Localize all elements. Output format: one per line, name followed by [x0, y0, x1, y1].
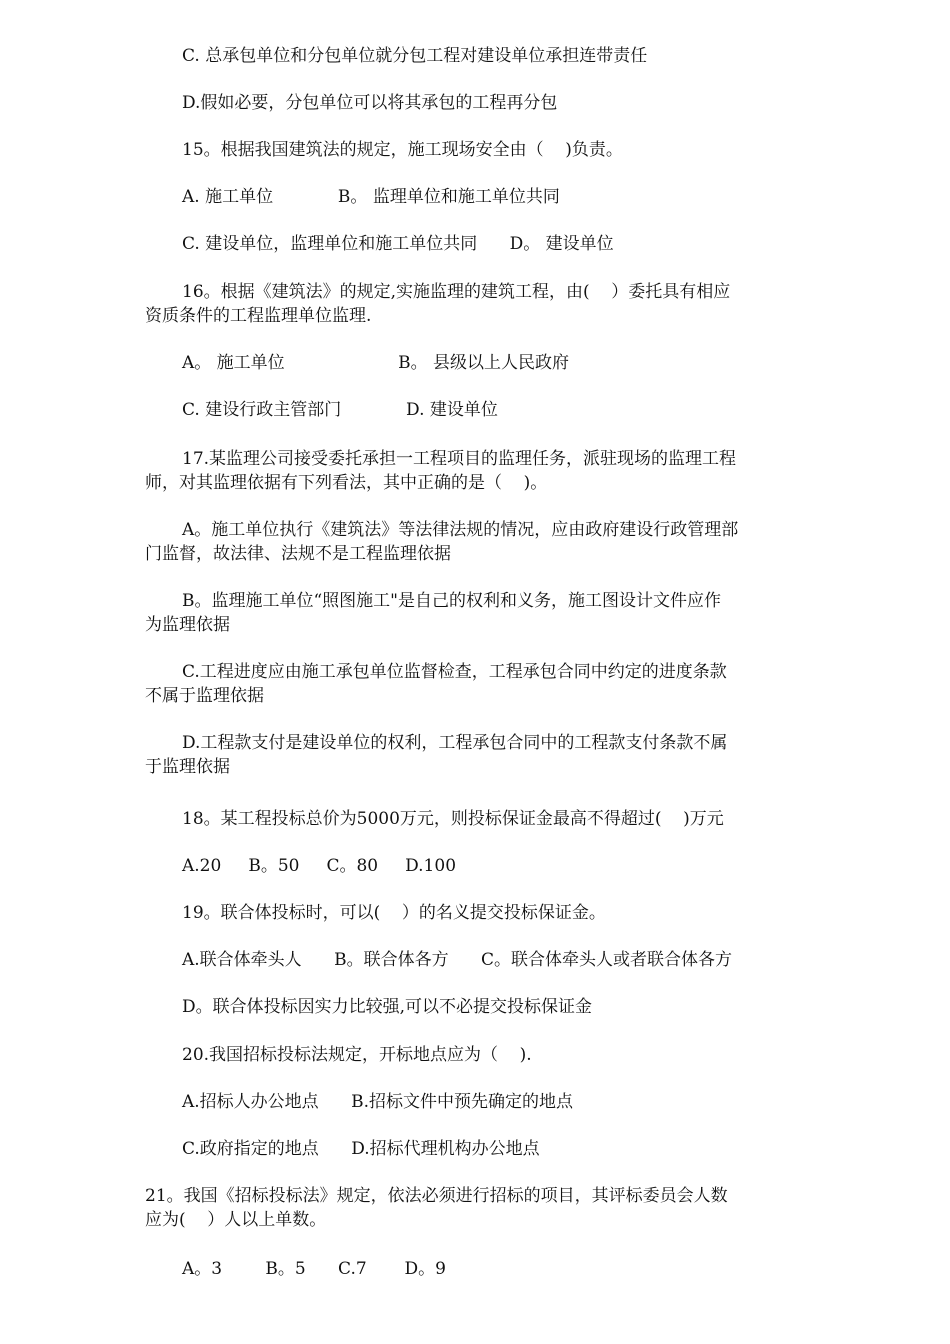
- q18-stem: 18。某工程投标总价为5000万元，则投标保证金最高不得超过( )万元: [182, 809, 724, 829]
- q20-stem: 20.我国招标投标法规定，开标地点应为（ ).: [182, 1045, 532, 1065]
- q17-option-b-line1: B。监理施工单位“照图施工"是自己的权利和义务，施工图设计文件应作: [182, 591, 722, 611]
- q17-option-d-line2: 于监理依据: [145, 757, 230, 777]
- q17-option-a-line1: A。施工单位执行《建筑法》等法律法规的情况，应由政府建设行政管理部: [182, 520, 739, 540]
- q21-stem-line1: 21。我国《招标投标法》规定，依法必须进行招标的项目，其评标委员会人数: [145, 1186, 728, 1206]
- q20-options-cd: C.政府指定的地点 D.招标代理机构办公地点: [182, 1139, 540, 1159]
- q15-stem: 15。根据我国建筑法的规定，施工现场安全由（ )负责。: [182, 140, 623, 160]
- q16-stem-line2: 资质条件的工程监理单位监理.: [145, 306, 372, 326]
- q14-option-c: C. 总承包单位和分包单位就分包工程对建设单位承担连带责任: [182, 46, 648, 66]
- q20-options-ab: A.招标人办公地点 B.招标文件中预先确定的地点: [182, 1092, 573, 1112]
- q17-option-b-line2: 为监理依据: [145, 615, 230, 635]
- q19-stem: 19。联合体投标时，可以( ）的名义提交投标保证金。: [182, 903, 606, 923]
- q17-stem-line1: 17.某监理公司接受委托承担一工程项目的监理任务，派驻现场的监理工程: [182, 449, 737, 469]
- q21-options: A。3 B。5 C.7 D。9: [182, 1259, 446, 1279]
- q19-options-abc: A.联合体牵头人 B。联合体各方 C。联合体牵头人或者联合体各方: [182, 950, 733, 970]
- q17-option-a-line2: 门监督，故法律、法规不是工程监理依据: [145, 544, 451, 564]
- q17-option-c-line1: C.工程进度应由施工承包单位监督检查，工程承包合同中约定的进度条款: [182, 662, 727, 682]
- q17-option-c-line2: 不属于监理依据: [145, 686, 264, 706]
- q14-option-d: D.假如必要，分包单位可以将其承包的工程再分包: [182, 93, 558, 113]
- q16-options-ab: A。 施工单位 B。 县级以上人民政府: [182, 353, 570, 373]
- q17-option-d-line1: D.工程款支付是建设单位的权利，工程承包合同中的工程款支付条款不属: [182, 733, 728, 753]
- q21-stem-line2: 应为( ）人以上单数。: [145, 1210, 327, 1230]
- q16-options-cd: C. 建设行政主管部门 D. 建设单位: [182, 400, 498, 420]
- q17-stem-line2: 师，对其监理依据有下列看法，其中正确的是（ )。: [145, 473, 548, 493]
- q16-stem-line1: 16。根据《建筑法》的规定,实施监理的建筑工程，由( ）委托具有相应: [182, 282, 731, 302]
- q19-option-d: D。联合体投标因实力比较强,可以不必提交投标保证金: [182, 997, 593, 1017]
- q15-options-ab: A. 施工单位 B。 监理单位和施工单位共同: [182, 187, 560, 207]
- q18-options: A.20 B。50 C。80 D.100: [182, 856, 457, 876]
- q15-options-cd: C. 建设单位，监理单位和施工单位共同 D。 建设单位: [182, 234, 614, 254]
